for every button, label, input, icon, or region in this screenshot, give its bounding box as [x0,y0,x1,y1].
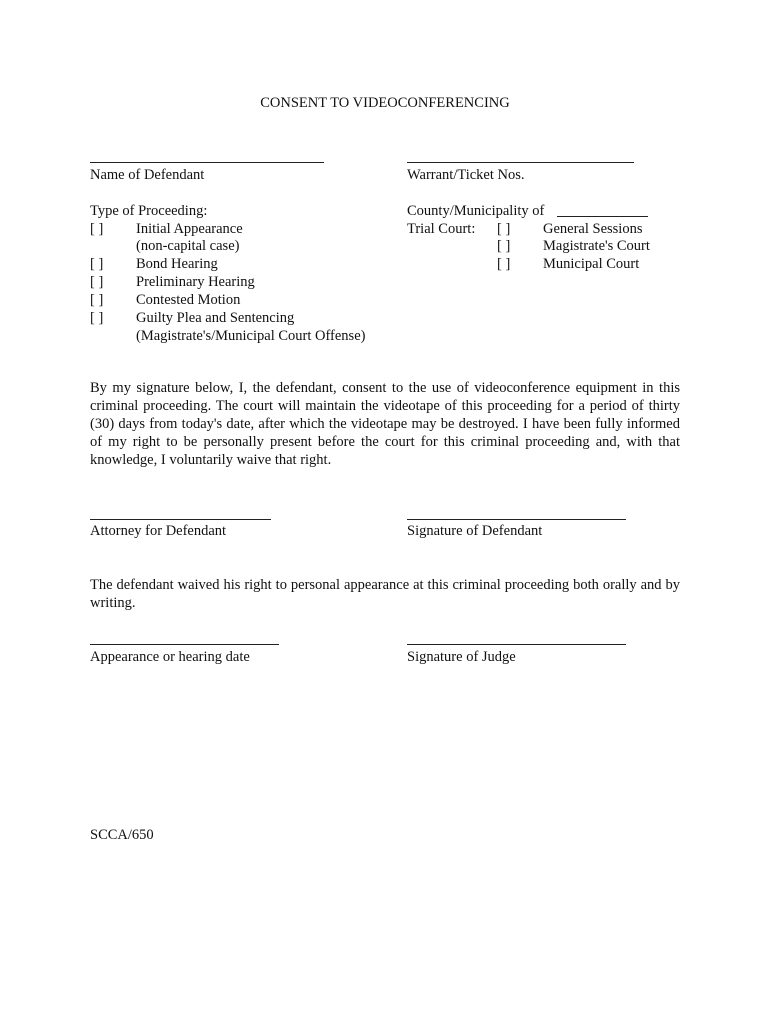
attorney-label: Attorney for Defendant [90,523,227,539]
checkbox-municipal-court[interactable]: [ ] [497,256,511,272]
proceeding-item-initial-appearance: Initial Appearance [136,221,243,237]
trial-court-label: Trial Court: [407,221,476,237]
warrant-ticket-line[interactable] [407,162,634,163]
court-item-general-sessions: General Sessions [543,221,643,237]
waiver-paragraph: The defendant waived his right to personal appearance at this criminal proceeding both orally and by writing. [90,577,680,611]
court-item-municipal-court: Municipal Court [543,256,640,272]
warrant-ticket-label: Warrant/Ticket Nos. [407,167,525,183]
document-title: CONSENT TO VIDEOCONFERENCING [260,95,510,111]
court-item-magistrates-court: Magistrate's Court [543,238,650,254]
checkbox-bond-hearing[interactable]: [ ] [90,256,104,272]
county-municipality-label: County/Municipality of [407,203,545,219]
hearing-date-label: Appearance or hearing date [90,649,250,665]
proceeding-note-non-capital: (non-capital case) [136,238,240,254]
defendant-signature-label: Signature of Defendant [407,523,543,539]
attorney-signature-line[interactable] [90,519,271,520]
defendant-name-line[interactable] [90,162,324,163]
checkbox-preliminary-hearing[interactable]: [ ] [90,274,104,290]
county-municipality-line[interactable] [557,216,648,217]
checkbox-guilty-plea[interactable]: [ ] [90,310,104,326]
hearing-date-line[interactable] [90,644,279,645]
checkbox-general-sessions[interactable]: [ ] [497,221,511,237]
checkbox-initial-appearance[interactable]: [ ] [90,221,104,237]
proceeding-item-preliminary-hearing: Preliminary Hearing [136,274,255,290]
judge-signature-line[interactable] [407,644,626,645]
form-code: SCCA/650 [90,827,154,843]
defendant-name-label: Name of Defendant [90,167,205,183]
proceeding-note-magistrate-municipal: (Magistrate's/Municipal Court Offense) [136,328,366,344]
defendant-signature-line[interactable] [407,519,626,520]
consent-paragraph: By my signature below, I, the defendant, consent to the use of videoconference equipment in this criminal proceeding. The court will maintain the videotape of this proceeding for a period of thirty (30) days from today's date, after which the videotape may be destroyed. I have been fully informed of my right to be personally present before the court for this criminal proceeding and, with that knowledge, I voluntarily waive that right. [90,380,680,468]
judge-signature-label: Signature of Judge [407,649,516,665]
checkbox-contested-motion[interactable]: [ ] [90,292,104,308]
proceeding-heading: Type of Proceeding: [90,203,208,219]
proceeding-item-bond-hearing: Bond Hearing [136,256,218,272]
proceeding-item-guilty-plea: Guilty Plea and Sentencing [136,310,295,326]
proceeding-item-contested-motion: Contested Motion [136,292,241,308]
checkbox-magistrates-court[interactable]: [ ] [497,238,511,254]
